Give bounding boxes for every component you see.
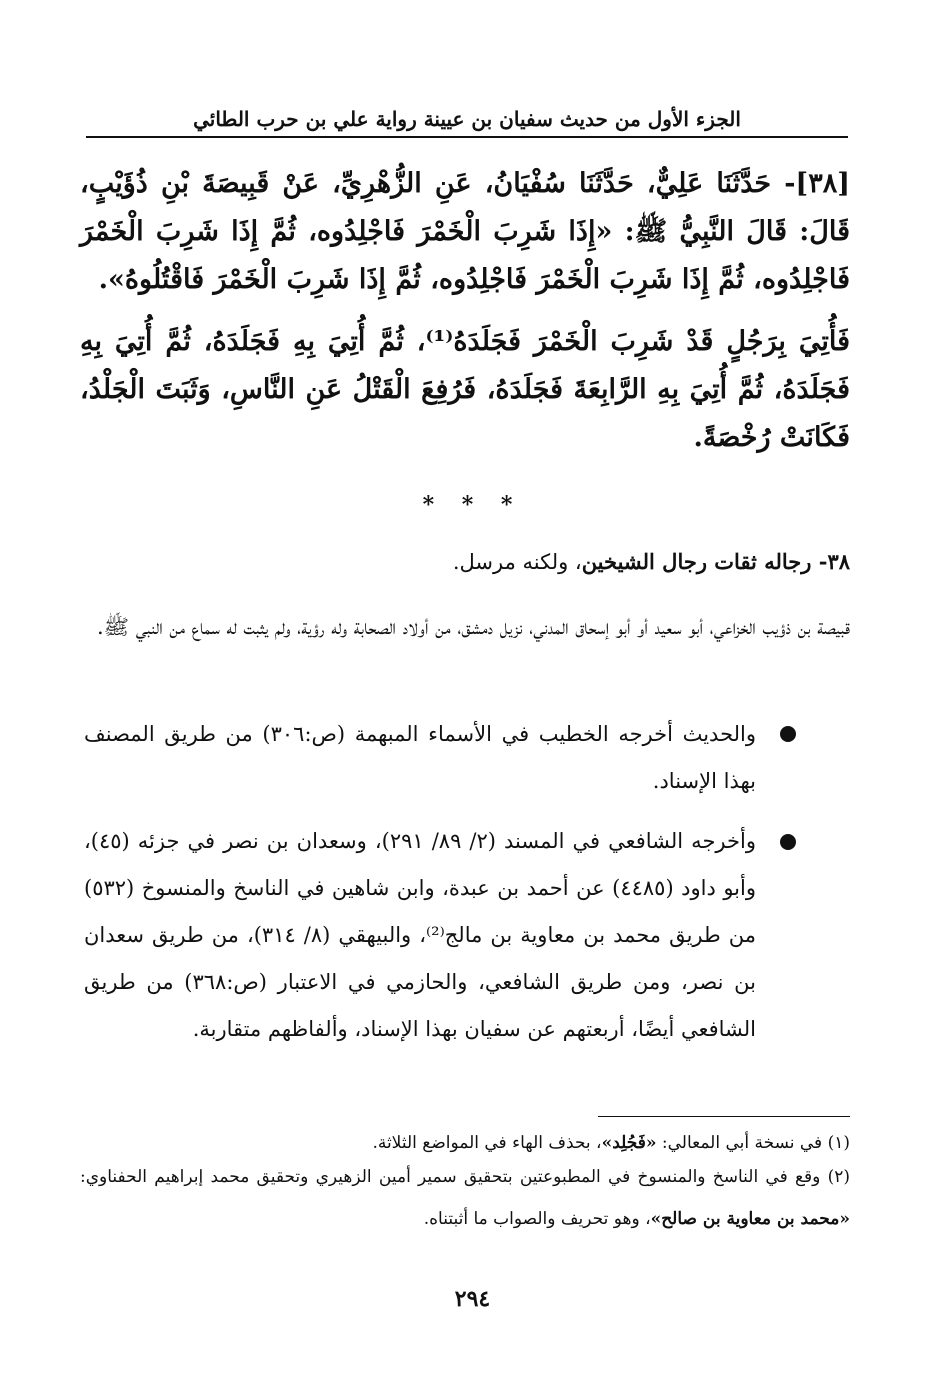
hadith-paragraph-1: [٣٨]- حَدَّثَنَا عَلِيٌّ، حَدَّثَنَا سُفْيَانُ، عَنِ الزُّهْرِيِّ، عَنْ قَبِيصَةَ بْنِ ذُؤَيْبٍ، قَالَ: قَالَ النَّبِيُّ ﷺ: «إِذَا شَرِبَ الْخَمْرَ فَاجْلِدُوه، ثُمَّ إِذَا شَرِبَ الْخَمْرَ فَاجْلِدُوه، ثُمَّ إِذَا شَرِبَ الْخَمْرَ فَاجْلِدُوه، ثُمَّ إِذَا شَرِبَ الْخَمْرَ فَاقْتُلُوهُ». [80,168,850,295]
footnote-2-text-c: ، وهو تحريف والصواب ما أثبتناه. [423,1209,651,1229]
footnote-2-quote: «محمد بن معاوية بن صالح» [650,1209,850,1229]
commentary-number-line [80,538,850,586]
takhrij-bullet-1: والحديث أخرجه الخطيب في الأسماء المبهمة (ص:٣٠٦) من طريق المصنف بهذا الإسناد. [84,722,756,793]
takhrij-bullet-2: وأخرجه الشافعي في المسند (٢/ ٨٩/ ٢٩١)، وسعدان بن نصر في جزئه (٤٥)، وأبو داود (٤٤٨٥) عن أحمد بن عبدة، وابن شاهين في الناسخ والمنسوخ (٥٣٢) من طريق محمد بن معاوية بن مالج⁽²⁾، والبيهقي (٨/ ٣١٤)، من طريق سعدان بن نصر، ومن طريق الشافعي، والحازمي في الاعتبار (ص:٣٦٨) من طريق الشافعي أيضًا، أربعتهم عن سفيان بهذا الإسناد، وألفاظهم متقاربة. [84,829,756,1041]
header-rule [86,136,848,138]
footnote-1-text-c: ، بحذف الهاء في المواضع الثلاثة. [372,1133,602,1153]
footnote-2 [80,1156,850,1240]
running-header: الجزء الأول من حديث سفيان بن عيينة رواية علي بن حرب الطائي [193,107,741,131]
footnote-rule [598,1116,850,1117]
footnote-1-text-a: (١) في نسخة أبي المعالي: [656,1133,850,1153]
section-separator: * * * [422,492,523,518]
footnote-1-quote: «فَجُلِد» [601,1133,657,1153]
bullet-icon [780,726,796,742]
narrator-paragraph: قبيصة بن ذؤيب الخزاعي، أبو سعيد أو أبو إسحاق المدني، نزيل دمشق، من أولاد الصحابة وله رؤية، ولم يثبت له سماع من النبي ﷺ. [96,615,850,639]
page-number: ٢٩٤ [454,1286,491,1312]
commentary-number-rest: ، ولكنه مرسل. [452,550,582,574]
commentary-number-bold: ٣٨- رجاله ثقات رجال الشيخين [581,549,850,574]
bullet-icon [780,834,796,850]
footnote-2-text-a: (٢) وقع في الناسخ والمنسوخ في المطبوعتين بتحقيق سمير أمين الزهيري وتحقيق محمد إبراهيم الحفناوي: [80,1167,850,1187]
hadith-paragraph-2: فَأُتِيَ بِرَجُلٍ قَدْ شَرِبَ الْخَمْرَ فَجَلَدَهُ⁽¹⁾، ثُمَّ أُتِيَ بِهِ فَجَلَدَهُ، ثُمَّ أُتِيَ بِهِ فَجَلَدَهُ، ثُمَّ أُتِيَ بِهِ الرَّابِعَةَ فَجَلَدَهُ، فَرُفِعَ الْقَتْلُ عَنِ النَّاسِ، وَثَبَتَ الْجَلْدُ، فَكَانَتْ رُخْصَةً. [80,326,850,453]
